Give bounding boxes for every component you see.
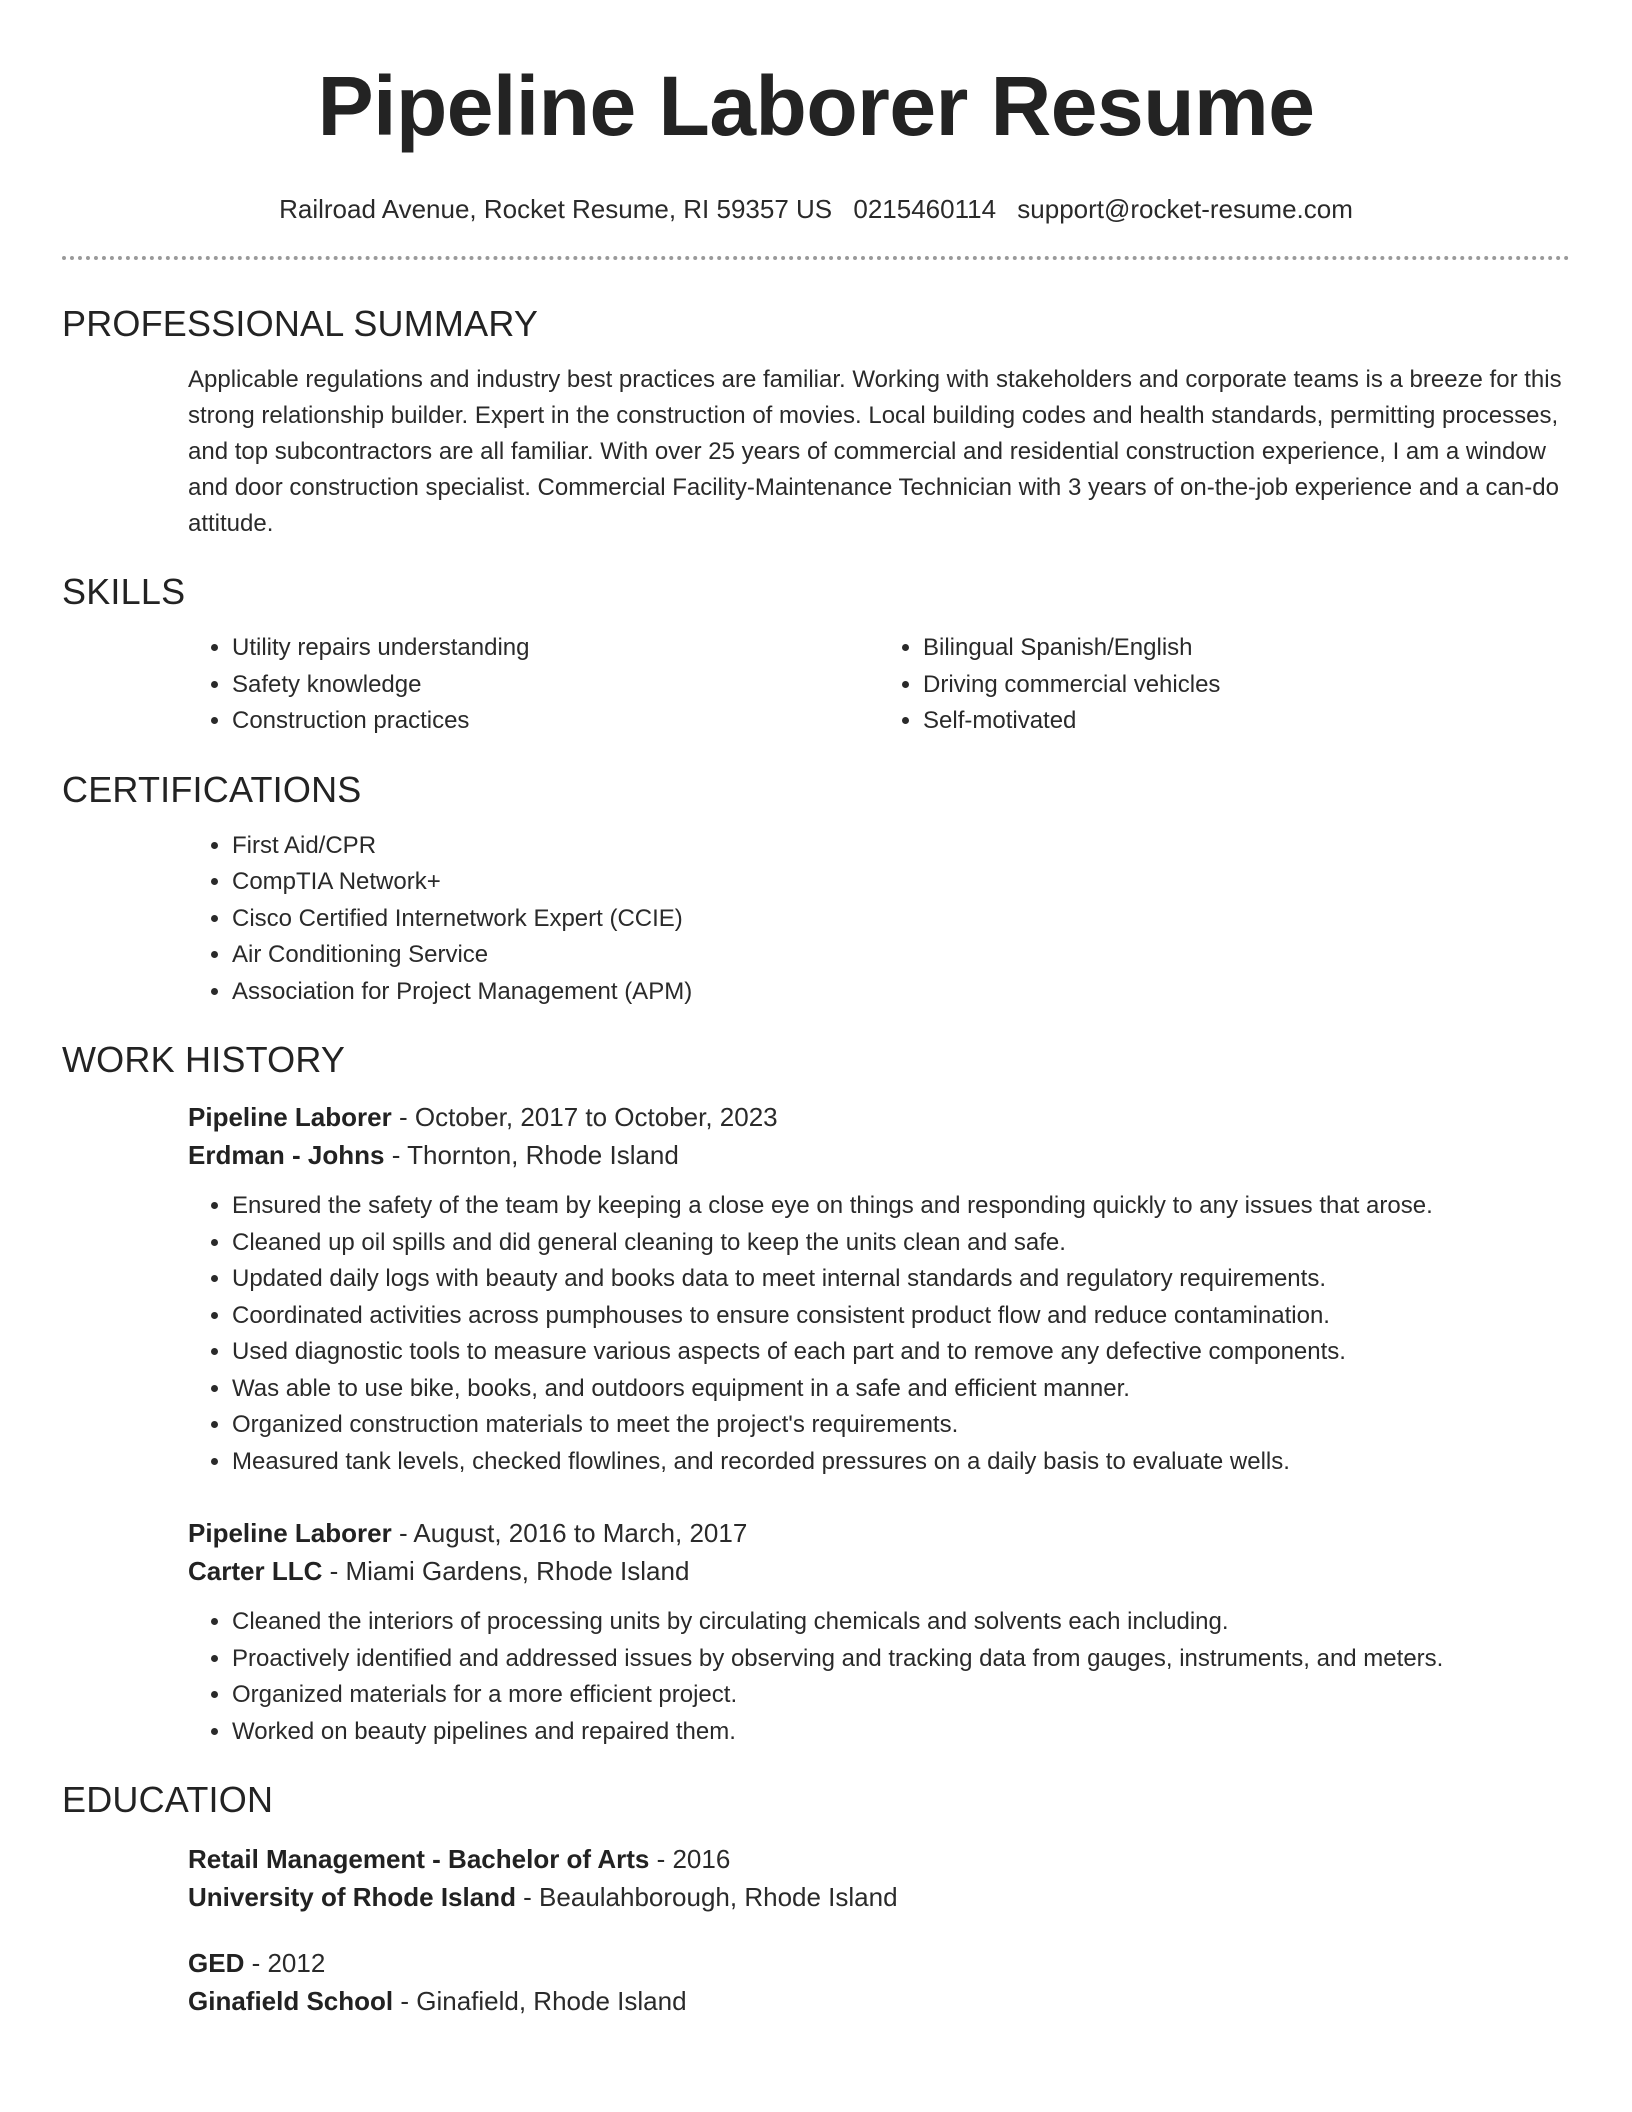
summary-section: [188, 362, 1570, 542]
resume-title: Pipeline Laborer Resume: [317, 59, 1315, 153]
job-duty: • Organized construction materials to meet the project's requirements.: [232, 1407, 1570, 1444]
certification-item: • Association for Project Management (APM): [232, 974, 1570, 1011]
education-school-line: [188, 1878, 1570, 1916]
education-entry: [188, 1944, 1570, 2020]
skill-item: • Safety knowledge: [232, 667, 879, 704]
summary-heading: PROFESSIONAL SUMMARY: [62, 303, 539, 344]
job-duty: • Organized materials for a more efficient project.: [232, 1677, 1570, 1714]
job-title: Pipeline Laborer: [188, 1102, 392, 1132]
address: Railroad Avenue, Rocket Resume, RI 59357 US: [279, 194, 833, 224]
education-location: - Ginafield, Rhode Island: [393, 1986, 687, 2016]
skills-heading: SKILLS: [62, 571, 186, 612]
work-history-section: [188, 1098, 1570, 1750]
job-title-line: [188, 1514, 1570, 1552]
education-school-line: [188, 1982, 1570, 2020]
job-duty: • Measured tank levels, checked flowlines, and recorded pressures on a daily basis to evaluate wells.: [232, 1444, 1570, 1481]
job-duty: • Proactively identified and addressed issues by observing and tracking data from gauges, instruments, and meters.: [232, 1641, 1570, 1678]
education-degree: GED: [188, 1948, 245, 1978]
job-duty: • Cleaned the interiors of processing units by circulating chemicals and solvents each including.: [232, 1604, 1570, 1641]
job-company-line: [188, 1552, 1570, 1590]
skills-list-right: [879, 630, 1570, 740]
certifications-heading: CERTIFICATIONS: [62, 768, 362, 810]
education-school: University of Rhode Island: [188, 1882, 516, 1912]
summary-text: Applicable regulations and industry best practices are familiar. Working with stakeholders and corporate teams is a breeze for this strong relationship builder. Expert in the construction of movies. Local building codes and health standards, permitting processes, and top subcontractors are all familiar. With over 25 years of commercial and residential construction experience, I am a window and door construction specialist. Commercial Facility-Maintenance Technician with 3 years of on-the-job experience and a can-do attitude.: [188, 366, 1562, 537]
skills-list-left: [188, 630, 879, 740]
contact-line: [62, 192, 1570, 226]
job-entry: [188, 1098, 1570, 1480]
job-duty: • Ensured the safety of the team by keeping a close eye on things and responding quickly to any issues that arose.: [232, 1188, 1570, 1225]
work-history-heading: WORK HISTORY: [62, 1039, 346, 1080]
certifications-section: [188, 828, 1570, 1011]
education-school: Ginafield School: [188, 1986, 394, 2016]
certification-item: • Air Conditioning Service: [232, 937, 1570, 974]
skill-item: • Utility repairs understanding: [232, 630, 879, 667]
education-year: - 2016: [649, 1844, 731, 1874]
certification-item: • CompTIA Network+: [232, 864, 1570, 901]
skill-item: • Self-motivated: [923, 703, 1570, 740]
skill-item: • Bilingual Spanish/English: [923, 630, 1570, 667]
job-dates: - August, 2016 to March, 2017: [391, 1518, 748, 1548]
certification-item: • First Aid/CPR: [232, 828, 1570, 865]
education-year: - 2012: [244, 1948, 326, 1978]
education-degree-line: [188, 1944, 1570, 1982]
email: support@rocket-resume.com: [1017, 194, 1353, 224]
skills-section: [188, 630, 1570, 740]
certifications-list: [188, 828, 1570, 1011]
job-duty: • Coordinated activities across pumphouses to ensure consistent product flow and reduce contamination.: [232, 1298, 1570, 1335]
education-section: [188, 1840, 1570, 2020]
job-company-line: [188, 1136, 1570, 1174]
education-degree-line: [188, 1840, 1570, 1878]
job-title-line: [188, 1098, 1570, 1136]
job-location: - Thornton, Rhode Island: [384, 1140, 679, 1170]
job-duty: • Worked on beauty pipelines and repaired them.: [232, 1714, 1570, 1751]
job-dates: - October, 2017 to October, 2023: [391, 1102, 778, 1132]
job-duty: • Cleaned up oil spills and did general cleaning to keep the units clean and safe.: [232, 1225, 1570, 1262]
education-entry: [188, 1840, 1570, 1916]
job-company: Carter LLC: [188, 1556, 323, 1586]
job-location: - Miami Gardens, Rhode Island: [322, 1556, 690, 1586]
job-company: Erdman - Johns: [188, 1140, 385, 1170]
job-duties-list: [188, 1604, 1570, 1750]
job-duties-list: [188, 1188, 1570, 1480]
skill-item: • Driving commercial vehicles: [923, 667, 1570, 704]
job-entry: [188, 1514, 1570, 1750]
phone: 0215460114: [853, 194, 997, 224]
skill-item: • Construction practices: [232, 703, 879, 740]
job-duty: • Used diagnostic tools to measure various aspects of each part and to remove any defective components.: [232, 1334, 1570, 1371]
job-title: Pipeline Laborer: [188, 1518, 392, 1548]
education-location: - Beaulahborough, Rhode Island: [515, 1882, 898, 1912]
header-divider: [62, 256, 1570, 260]
certification-item: • Cisco Certified Internetwork Expert (CCIE): [232, 901, 1570, 938]
education-degree: Retail Management - Bachelor of Arts: [188, 1844, 650, 1874]
education-heading: EDUCATION: [62, 1779, 274, 1820]
job-duty: • Updated daily logs with beauty and books data to meet internal standards and regulatory requirements.: [232, 1261, 1570, 1298]
job-duty: • Was able to use bike, books, and outdoors equipment in a safe and efficient manner.: [232, 1371, 1570, 1408]
